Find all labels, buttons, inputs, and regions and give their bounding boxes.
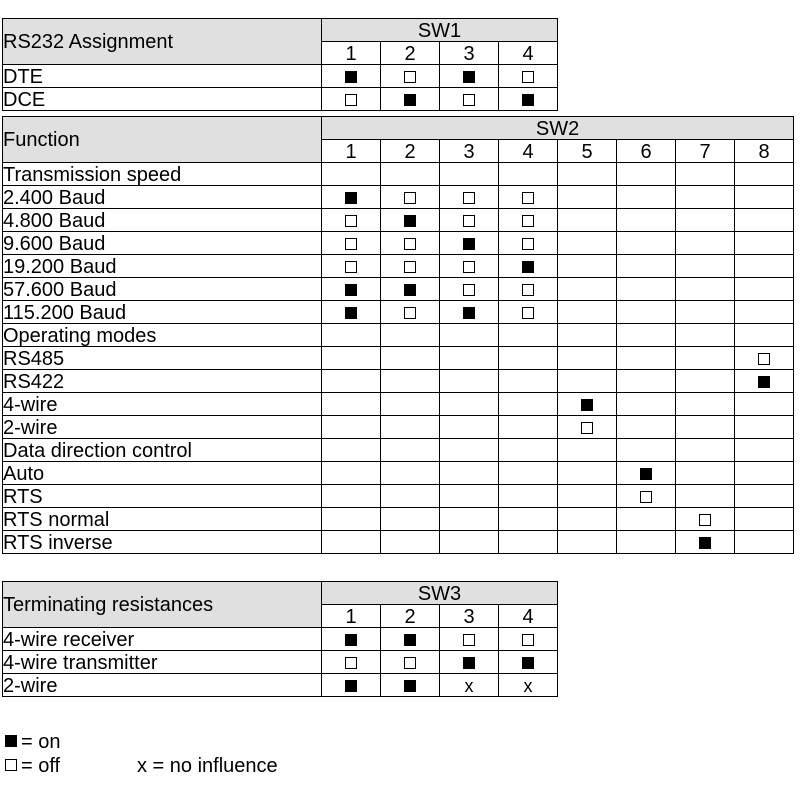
table-row [3, 674, 558, 697]
switch-cell [617, 209, 676, 232]
switch-cell [322, 628, 381, 651]
switch-cell [440, 439, 499, 462]
switch-cell [617, 416, 676, 439]
switch-cell [676, 508, 735, 531]
switch-cell [617, 508, 676, 531]
row-label: DCE [3, 88, 322, 111]
filled-square-icon [404, 680, 416, 692]
switch-cell [322, 278, 381, 301]
switch-cell [617, 370, 676, 393]
switch-cell [440, 531, 499, 554]
switch-cell [381, 393, 440, 416]
row-label: Auto [3, 462, 322, 485]
switch-cell [381, 209, 440, 232]
filled-square-icon [699, 537, 711, 549]
row-label: DTE [3, 65, 322, 88]
switch-cell [735, 278, 794, 301]
legend-x [137, 755, 278, 777]
switch-cell [558, 186, 617, 209]
table-row [3, 439, 794, 462]
row-label: RTS normal [3, 508, 322, 531]
switch-cell [440, 651, 499, 674]
switch-cell [499, 531, 558, 554]
switch-cell [558, 370, 617, 393]
row-label: 2.400 Baud [3, 186, 322, 209]
switch-cell [558, 347, 617, 370]
empty-square-icon [345, 238, 357, 250]
switch-cell [499, 186, 558, 209]
switch-position-number: 2 [381, 140, 440, 163]
switch-cell [440, 278, 499, 301]
filled-square-icon [522, 657, 534, 669]
switch-cell [440, 163, 499, 186]
empty-square-icon [581, 422, 593, 434]
switch-cell [381, 439, 440, 462]
switch-cell [322, 186, 381, 209]
switch-cell [558, 255, 617, 278]
switch-cell [499, 628, 558, 651]
empty-square-icon [463, 284, 475, 296]
switch-cell [499, 324, 558, 347]
filled-square-icon [463, 657, 475, 669]
filled-square-icon [463, 307, 475, 319]
filled-square-icon [522, 94, 534, 106]
row-label: RTS inverse [3, 531, 322, 554]
switch-cell [381, 88, 440, 111]
filled-square-icon [522, 261, 534, 273]
switch-cell [735, 255, 794, 278]
switch-cell [322, 485, 381, 508]
switch-cell [735, 232, 794, 255]
table-title: Terminating resistances [3, 582, 322, 628]
switch-cell [322, 88, 381, 111]
switch-cell [381, 347, 440, 370]
empty-square-icon [463, 634, 475, 646]
empty-square-icon [522, 634, 534, 646]
empty-square-icon [522, 192, 534, 204]
switch-cell [322, 370, 381, 393]
switch-position-number: 4 [499, 42, 558, 65]
row-label: 9.600 Baud [3, 232, 322, 255]
legend-off-text: = off [21, 755, 61, 777]
switch-cell [499, 209, 558, 232]
switch-cell [381, 485, 440, 508]
switch-cell [440, 347, 499, 370]
switch-cell [617, 531, 676, 554]
switch-cell [735, 393, 794, 416]
switch-cell [499, 301, 558, 324]
filled-square-icon [345, 284, 357, 296]
switch-cell [381, 651, 440, 674]
switch-cell [381, 628, 440, 651]
switch-cell [676, 209, 735, 232]
empty-square-icon [758, 353, 770, 365]
switch-cell [735, 485, 794, 508]
empty-square-icon [522, 215, 534, 227]
switch-cell [381, 186, 440, 209]
switch-position-number: 3 [440, 42, 499, 65]
switch-cell [735, 508, 794, 531]
row-label: 2-wire [3, 674, 322, 697]
switch-cell [322, 209, 381, 232]
switch-cell [322, 439, 381, 462]
switch-cell [558, 278, 617, 301]
empty-square-icon [404, 657, 416, 669]
empty-square-icon [404, 307, 416, 319]
switch-cell [676, 163, 735, 186]
switch-cell [499, 278, 558, 301]
switch-cell [617, 232, 676, 255]
switch-cell [440, 255, 499, 278]
switch-cell [558, 324, 617, 347]
table-row [3, 209, 794, 232]
switch-cell [381, 416, 440, 439]
table-row [3, 416, 794, 439]
switch-position-number: 6 [617, 140, 676, 163]
switch-cell [735, 439, 794, 462]
switch-cell [617, 163, 676, 186]
switch-cell [735, 163, 794, 186]
switch-cell [322, 674, 381, 697]
legend-off [5, 755, 60, 777]
filled-square-icon [5, 735, 17, 747]
switch-cell [499, 508, 558, 531]
switch-cell [735, 301, 794, 324]
filled-square-icon [345, 680, 357, 692]
switch-cell [381, 674, 440, 697]
switch-cell [499, 255, 558, 278]
switch-cell [735, 209, 794, 232]
switch-cell [440, 324, 499, 347]
switch-cell [676, 186, 735, 209]
table-row [3, 370, 794, 393]
switch-cell [676, 485, 735, 508]
empty-square-icon [463, 215, 475, 227]
empty-square-icon [404, 71, 416, 83]
empty-square-icon [699, 514, 711, 526]
empty-square-icon [404, 261, 416, 273]
switch-cell [440, 674, 499, 697]
empty-square-icon [345, 657, 357, 669]
switch-cell [322, 301, 381, 324]
switch-cell [322, 531, 381, 554]
table-row [3, 232, 794, 255]
switch-cell [735, 462, 794, 485]
switch-position-number: 4 [499, 605, 558, 628]
switch-cell [499, 674, 558, 697]
empty-square-icon [345, 215, 357, 227]
switch-cell [676, 232, 735, 255]
filled-square-icon [345, 192, 357, 204]
switch-cell [676, 439, 735, 462]
switch-position-number: 1 [322, 605, 381, 628]
switch-cell [499, 651, 558, 674]
table-row [3, 186, 794, 209]
switch-cell [676, 370, 735, 393]
switch-position-number: 2 [381, 42, 440, 65]
switch-cell [381, 301, 440, 324]
filled-square-icon [758, 376, 770, 388]
switch-cell [735, 347, 794, 370]
switch-cell [499, 416, 558, 439]
switch-position-number: 3 [440, 605, 499, 628]
table-row [3, 628, 558, 651]
row-label: 2-wire [3, 416, 322, 439]
switch-cell [499, 347, 558, 370]
switch-cell [440, 232, 499, 255]
switch-cell [381, 65, 440, 88]
filled-square-icon [640, 468, 652, 480]
switch-header: SW3 [322, 582, 558, 605]
switch-cell [440, 301, 499, 324]
switch-cell [381, 508, 440, 531]
filled-square-icon [463, 71, 475, 83]
function-table [2, 116, 794, 554]
switch-cell [499, 439, 558, 462]
switch-position-number: 5 [558, 140, 617, 163]
row-label: RTS [3, 485, 322, 508]
switch-cell [440, 65, 499, 88]
empty-square-icon [522, 307, 534, 319]
switch-cell [676, 347, 735, 370]
row-label: 57.600 Baud [3, 278, 322, 301]
switch-cell [558, 485, 617, 508]
switch-cell [617, 347, 676, 370]
empty-square-icon [522, 71, 534, 83]
legend-on [5, 731, 60, 753]
row-label: 4-wire transmitter [3, 651, 322, 674]
row-label: Data direction control [3, 439, 322, 462]
switch-cell [322, 232, 381, 255]
switch-cell [499, 232, 558, 255]
switch-cell [735, 186, 794, 209]
switch-cell [558, 416, 617, 439]
switch-cell [558, 462, 617, 485]
switch-cell [676, 416, 735, 439]
table-row [3, 163, 794, 186]
table-row [3, 324, 794, 347]
switch-cell [381, 462, 440, 485]
filled-square-icon [404, 284, 416, 296]
empty-square-icon [5, 759, 17, 771]
switch-cell [381, 163, 440, 186]
empty-square-icon [345, 94, 357, 106]
empty-square-icon [640, 491, 652, 503]
switch-cell [440, 628, 499, 651]
switch-cell [322, 462, 381, 485]
filled-square-icon [345, 307, 357, 319]
switch-cell [440, 485, 499, 508]
switch-position-number: 7 [676, 140, 735, 163]
switch-header: SW2 [322, 117, 794, 140]
filled-square-icon [463, 238, 475, 250]
terminating-resistances-table [2, 581, 558, 697]
table-row [3, 347, 794, 370]
switch-cell [440, 508, 499, 531]
switch-position-number: 1 [322, 42, 381, 65]
switch-position-number: 1 [322, 140, 381, 163]
switch-cell [558, 439, 617, 462]
row-label: Transmission speed [3, 163, 322, 186]
switch-cell [499, 462, 558, 485]
table-row [3, 65, 558, 88]
empty-square-icon [522, 238, 534, 250]
table-row [3, 88, 558, 111]
switch-cell [676, 462, 735, 485]
row-label: 4-wire receiver [3, 628, 322, 651]
switch-cell [558, 301, 617, 324]
x-mark: x [523, 675, 533, 696]
switch-cell [499, 163, 558, 186]
switch-cell [617, 462, 676, 485]
row-label: 19.200 Baud [3, 255, 322, 278]
switch-position-number: 4 [499, 140, 558, 163]
switch-position-number: 3 [440, 140, 499, 163]
switch-cell [558, 232, 617, 255]
switch-cell [381, 531, 440, 554]
switch-cell [381, 278, 440, 301]
switch-cell [676, 301, 735, 324]
table-row [3, 485, 794, 508]
switch-cell [440, 209, 499, 232]
table-title: RS232 Assignment [3, 19, 322, 65]
switch-header: SW1 [322, 19, 558, 42]
switch-cell [617, 186, 676, 209]
switch-cell [440, 186, 499, 209]
filled-square-icon [581, 399, 593, 411]
switch-cell [499, 370, 558, 393]
switch-cell [440, 462, 499, 485]
switch-cell [617, 301, 676, 324]
table-row [3, 255, 794, 278]
switch-cell [676, 255, 735, 278]
switch-cell [617, 485, 676, 508]
row-label: 4.800 Baud [3, 209, 322, 232]
switch-cell [440, 416, 499, 439]
switch-cell [676, 531, 735, 554]
switch-cell [676, 278, 735, 301]
switch-cell [322, 416, 381, 439]
table-row [3, 301, 794, 324]
row-label: Operating modes [3, 324, 322, 347]
switch-cell [676, 324, 735, 347]
switch-cell [499, 393, 558, 416]
switch-cell [440, 88, 499, 111]
switch-cell [558, 531, 617, 554]
empty-square-icon [463, 261, 475, 273]
switch-cell [617, 439, 676, 462]
table-row [3, 393, 794, 416]
switch-cell [735, 324, 794, 347]
switch-position-number: 8 [735, 140, 794, 163]
switch-cell [617, 393, 676, 416]
switch-cell [735, 416, 794, 439]
switch-cell [558, 209, 617, 232]
row-label: RS422 [3, 370, 322, 393]
empty-square-icon [463, 94, 475, 106]
switch-cell [735, 531, 794, 554]
empty-square-icon [345, 261, 357, 273]
switch-cell [322, 393, 381, 416]
table-row [3, 462, 794, 485]
switch-cell [558, 508, 617, 531]
filled-square-icon [404, 94, 416, 106]
filled-square-icon [345, 71, 357, 83]
switch-cell [322, 324, 381, 347]
switch-cell [499, 65, 558, 88]
switch-position-number: 2 [381, 605, 440, 628]
switch-cell [440, 393, 499, 416]
switch-cell [735, 370, 794, 393]
row-label: 115.200 Baud [3, 301, 322, 324]
switch-cell [322, 347, 381, 370]
legend-on-text: = on [21, 731, 61, 753]
table-row [3, 531, 794, 554]
rs232-assignment-table [2, 18, 558, 111]
switch-cell [499, 485, 558, 508]
switch-cell [617, 278, 676, 301]
switch-cell [322, 255, 381, 278]
filled-square-icon [345, 634, 357, 646]
switch-cell [381, 232, 440, 255]
row-label: RS485 [3, 347, 322, 370]
empty-square-icon [404, 238, 416, 250]
switch-cell [440, 370, 499, 393]
x-mark: x [464, 675, 474, 696]
empty-square-icon [463, 192, 475, 204]
switch-cell [617, 255, 676, 278]
legend-x-text: x = no influence [137, 755, 278, 777]
switch-cell [322, 65, 381, 88]
switch-cell [558, 163, 617, 186]
table-row [3, 651, 558, 674]
switch-cell [381, 370, 440, 393]
switch-cell [617, 324, 676, 347]
switch-cell [322, 163, 381, 186]
switch-cell [499, 88, 558, 111]
table-title: Function [3, 117, 322, 163]
filled-square-icon [404, 634, 416, 646]
switch-cell [381, 324, 440, 347]
switch-cell [322, 651, 381, 674]
switch-cell [322, 508, 381, 531]
switch-cell [676, 393, 735, 416]
switch-cell [381, 255, 440, 278]
switch-cell [558, 393, 617, 416]
empty-square-icon [522, 284, 534, 296]
table-row [3, 508, 794, 531]
filled-square-icon [404, 215, 416, 227]
empty-square-icon [404, 192, 416, 204]
row-label: 4-wire [3, 393, 322, 416]
table-row [3, 278, 794, 301]
